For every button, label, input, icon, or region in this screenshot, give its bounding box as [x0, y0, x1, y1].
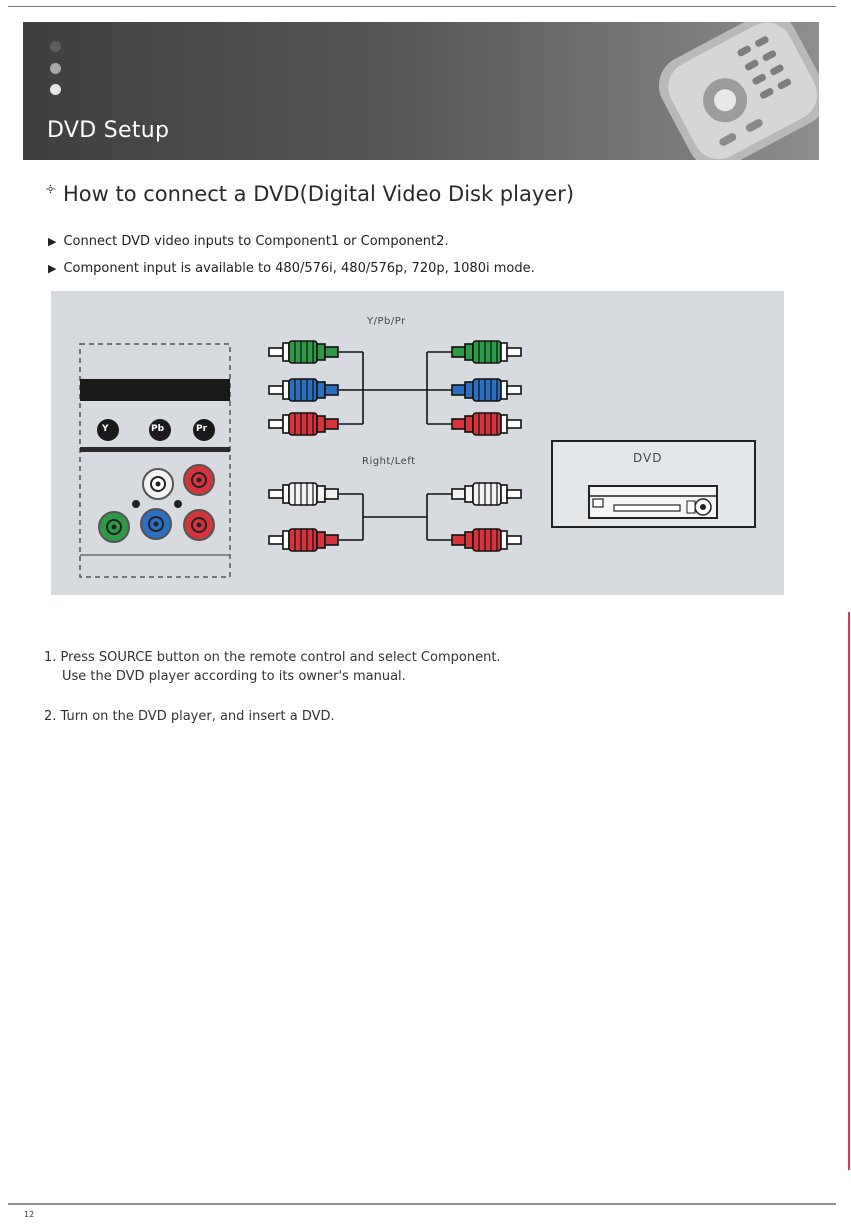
instruction-steps: [44, 648, 501, 726]
bullet-list: [48, 228, 535, 282]
step-2: 2. Turn on the DVD player, and insert a DVD.: [44, 709, 335, 724]
jack-label-pb: Pb: [151, 424, 165, 434]
bullet-item: [48, 228, 535, 255]
heading-mark-icon: ༓: [46, 180, 56, 198]
section-heading: [46, 173, 574, 215]
remote-control-illustration: [633, 22, 819, 160]
jack-label-y: Y: [102, 424, 109, 434]
bullet-text: Component input is available to 480/576i, 480/576p, 720p, 1080i mode.: [63, 261, 535, 276]
section-banner: [23, 22, 819, 160]
step-1-line-2: Use the DVD player according to its owner's manual.: [62, 669, 406, 684]
bottom-rule: [8, 1203, 836, 1205]
jack-label-pr: Pr: [196, 424, 208, 434]
triangle-bullet-icon: ▶: [48, 262, 57, 275]
connection-diagram: [51, 291, 784, 595]
connection-diagram-graphic: [51, 291, 784, 595]
triangle-bullet-icon: ▶: [48, 235, 57, 248]
audio-cable-label: Right/Left: [362, 456, 416, 467]
bullet-item: [48, 255, 535, 282]
step-1-line-1: 1. Press SOURCE button on the remote control and select Component.: [44, 650, 501, 665]
component-cable-label: Y/Pb/Pr: [367, 316, 406, 327]
dvd-player-label: DVD: [633, 451, 663, 465]
banner-dot-icon: [50, 63, 61, 74]
heading-text: How to connect a DVD(Digital Video Disk player): [63, 182, 575, 206]
page-number: 12: [24, 1210, 35, 1219]
banner-dot-icon: [50, 41, 61, 52]
banner-title: DVD Setup: [47, 118, 170, 143]
bullet-text: Connect DVD video inputs to Component1 or Component2.: [63, 234, 449, 249]
banner-dot-icon: [50, 84, 61, 95]
red-margin-rule: [848, 612, 850, 1170]
top-rule: [8, 6, 836, 7]
